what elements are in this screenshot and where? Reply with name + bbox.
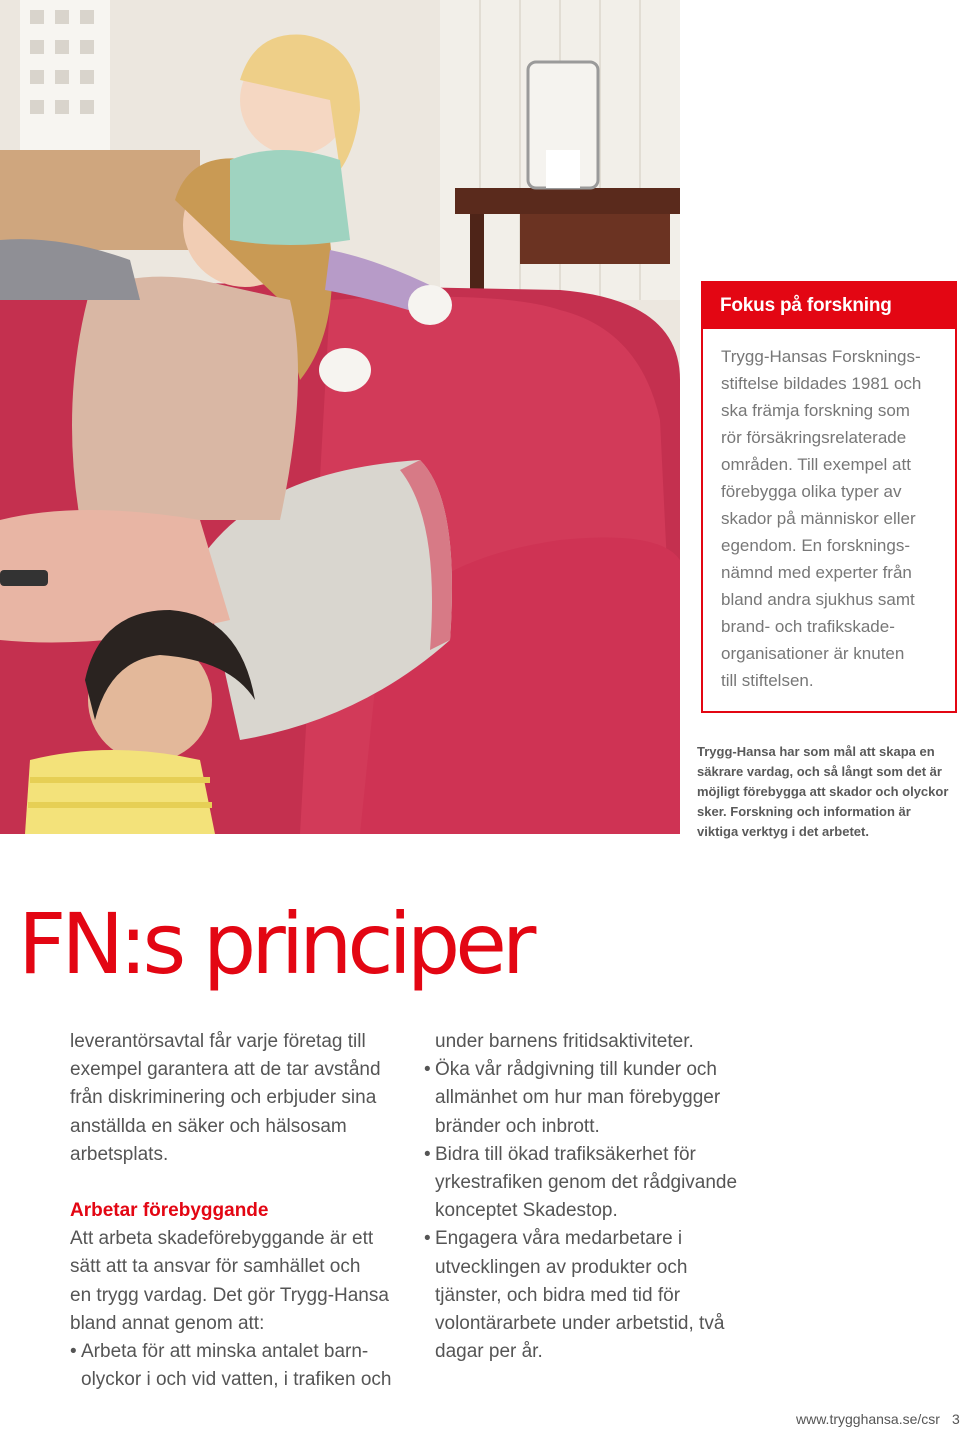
focus-line: områden. Till exempel att (721, 455, 911, 474)
focus-line: organisationer är knuten (721, 644, 905, 663)
focus-line: nämnd med experter från (721, 563, 912, 582)
footer-url-link[interactable]: www.trygghansa.se/csr (796, 1411, 940, 1427)
body-line: en trygg vardag. Det gör Trygg-Hansa (70, 1284, 389, 1306)
focus-box-body (703, 329, 955, 694)
bullet-item: • Bidra till ökad trafiksäkerhet för (424, 1141, 764, 1169)
caption-line: säkrare vardag, och så långt som det är (697, 764, 942, 779)
focus-box (701, 281, 957, 713)
focus-box-title: Fokus på forskning (720, 295, 892, 316)
bullet-continuation: olyckor i och vid vatten, i trafiken och (81, 1369, 392, 1391)
body-line: bland annat genom att: (70, 1312, 265, 1334)
focus-box-header (703, 283, 955, 329)
section-subhead: Arbetar förebyggande (70, 1200, 269, 1222)
family-on-sofa-photo-icon (0, 0, 680, 834)
bullet-continuation: bränder och inbrott. (435, 1115, 600, 1137)
bullet-continuation: under barnens fritidsaktiviteter. (435, 1031, 694, 1052)
page-number: 3 (951, 1411, 960, 1427)
focus-line: rör försäkringsrelaterade (721, 428, 907, 447)
caption-line: möjligt förebygga att skador och olyckor (697, 784, 949, 799)
left-column (70, 1028, 410, 1394)
family-sofa-photo (0, 0, 680, 834)
body-line: anställda en säker och hälsosam (70, 1115, 347, 1137)
focus-line: stiftelse bildades 1981 och (721, 374, 922, 393)
side-caption (697, 742, 955, 842)
caption-line: viktiga verktyg i det arbetet. (697, 824, 869, 839)
bullet-item: • Arbeta för att minska antalet barn- (70, 1338, 410, 1366)
bullet-item: • Engagera våra medarbetare i (424, 1225, 764, 1253)
bullet-item: • Öka vår rådgivning till kunder och (424, 1056, 764, 1084)
caption-line: Trygg-Hansa har som mål att skapa en (697, 744, 935, 759)
bullet-continuation: volontärarbete under arbetstid, två (435, 1313, 725, 1335)
caption-line: sker. Forskning och information är (697, 804, 911, 819)
right-column (424, 1028, 764, 1366)
bullet-continuation: yrkestrafiken genom det rådgivande (435, 1172, 738, 1194)
focus-line: till stiftelsen. (721, 671, 814, 690)
page-footer (796, 1411, 960, 1427)
focus-line: ska främja forskning som (721, 401, 910, 420)
bullet-continuation: allmänhet om hur man förebygger (435, 1087, 721, 1109)
focus-line: Trygg-Hansas Forsknings- (721, 347, 921, 366)
body-line: leverantörsavtal får varje företag till (70, 1031, 366, 1052)
bullet-continuation: utvecklingen av produkter och (435, 1256, 688, 1278)
body-line: sätt att ta ansvar för samhället och (70, 1256, 361, 1278)
focus-line: bland andra sjukhus samt (721, 590, 915, 609)
spacer (70, 1169, 410, 1197)
page-heading: FN:s principer (18, 895, 532, 993)
focus-line: egendom. En forsknings- (721, 536, 910, 555)
body-line: arbetsplats. (70, 1143, 169, 1165)
focus-line: förebygga olika typer av (721, 482, 902, 501)
body-line: från diskriminering och erbjuder sina (70, 1087, 377, 1109)
body-line: Att arbeta skadeförebyggande är ett (70, 1228, 374, 1250)
bullet-continuation: tjänster, och bidra med tid för (435, 1284, 681, 1306)
bullet-continuation: konceptet Skadestop. (435, 1200, 618, 1222)
focus-line: skador på människor eller (721, 509, 916, 528)
focus-line: brand- och trafikskade- (721, 617, 895, 636)
body-line: exempel garantera att de tar avstånd (70, 1059, 381, 1081)
bullet-continuation: dagar per år. (435, 1341, 543, 1363)
